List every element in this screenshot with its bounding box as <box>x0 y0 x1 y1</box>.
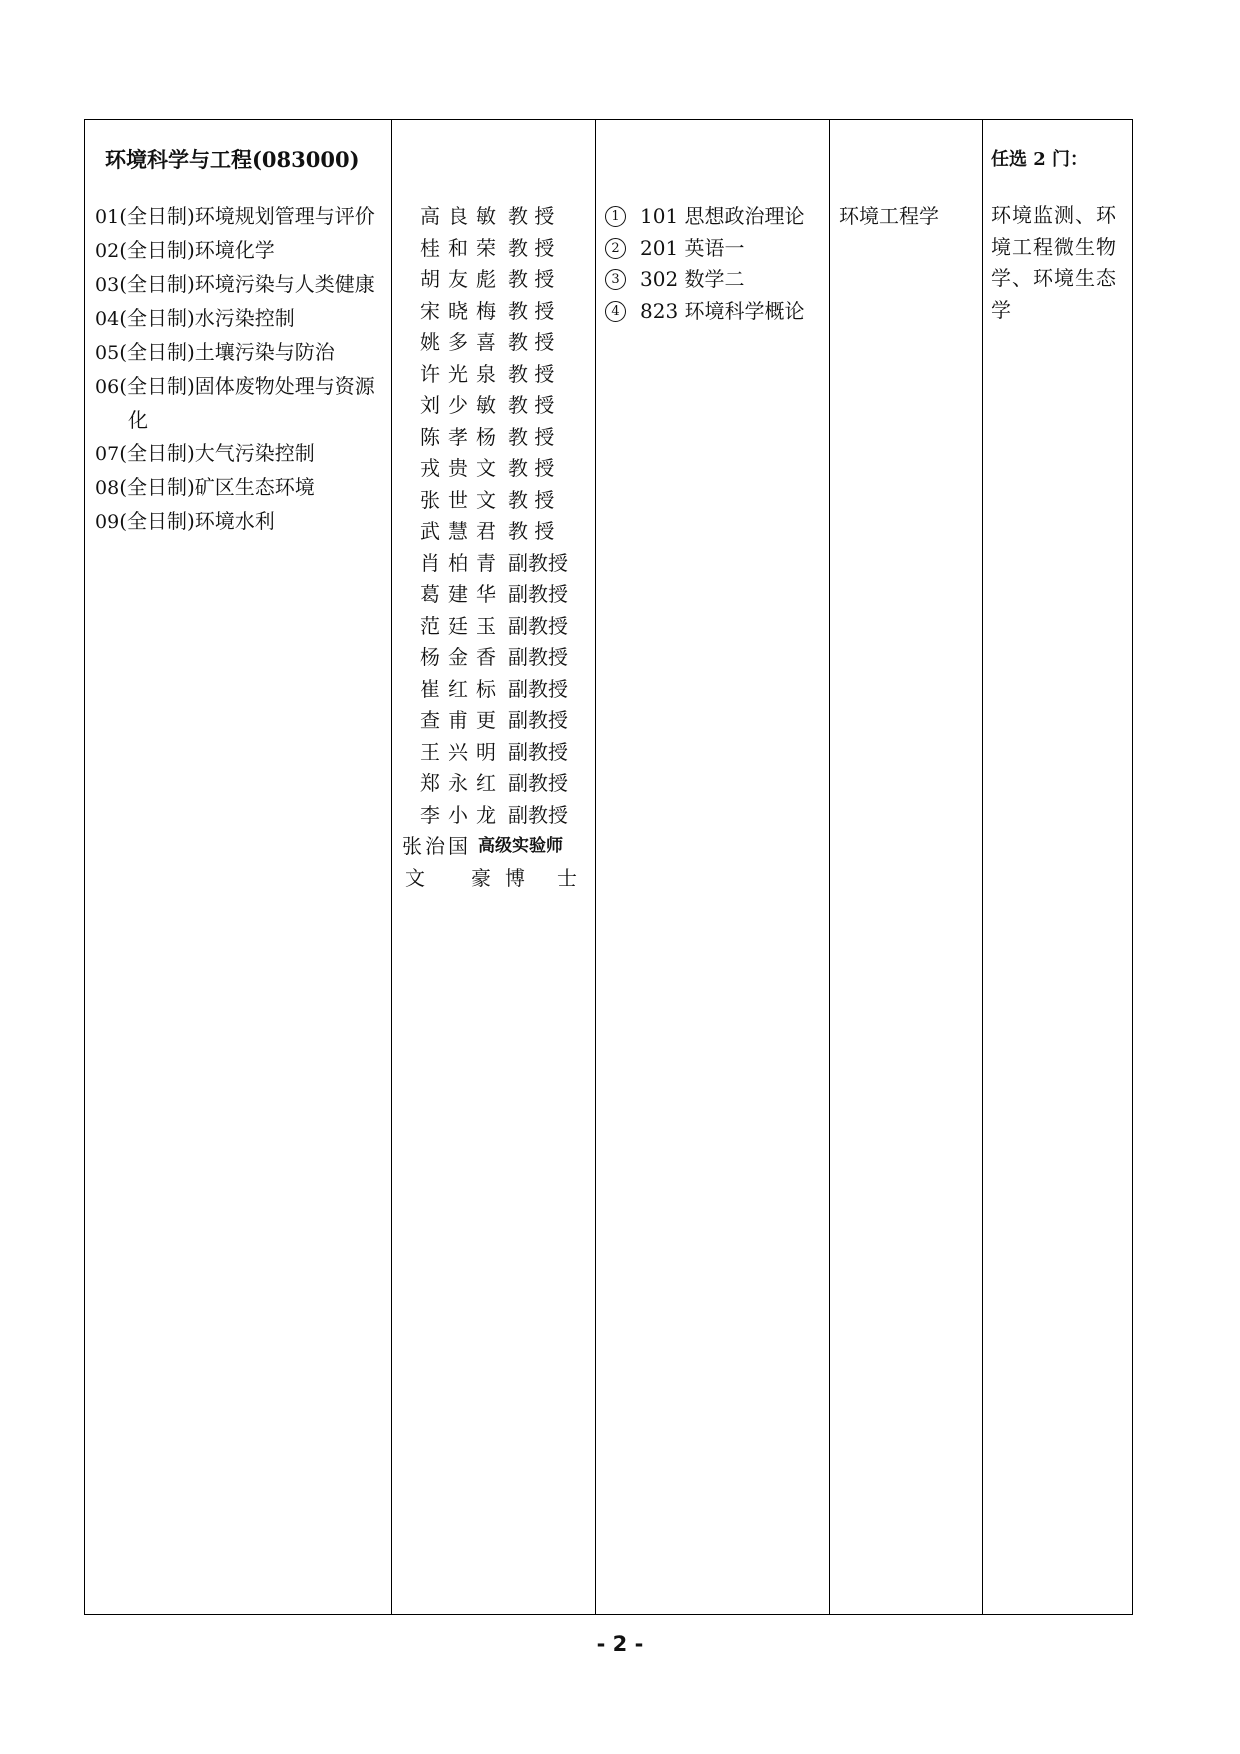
supervisor-title: 教 授 <box>508 456 555 480</box>
exam-subject-text: 823 环境科学概论 <box>640 298 805 323</box>
supervisor-title: 副教授 <box>508 613 568 638</box>
direction-text: (全日制)水污染控制 <box>119 306 295 330</box>
supervisor-row <box>391 422 595 454</box>
supervisor-name: 刘少敏 <box>420 393 496 417</box>
direction-item <box>95 234 381 268</box>
exam-subject <box>605 233 829 265</box>
supervisor-row <box>391 611 595 643</box>
direction-text: (全日制)大气污染控制 <box>119 441 315 465</box>
supervisor-name: 胡友彪 <box>420 267 496 291</box>
exam-subject-text: 201 英语一 <box>640 235 745 260</box>
supervisor-title: 副教授 <box>508 676 568 701</box>
direction-item <box>95 437 381 471</box>
retest-subject: 环境工程学 <box>839 204 939 228</box>
direction-code: 05 <box>95 342 120 364</box>
exam-column <box>595 120 829 1614</box>
supervisor-title: 博士 <box>505 865 577 890</box>
exam-subject <box>605 201 829 233</box>
supervisor-row <box>391 201 595 233</box>
program-table <box>84 119 1133 1615</box>
circled-number: 3 <box>605 269 626 290</box>
supervisor-name: 王兴明 <box>420 739 496 764</box>
supervisor-title: 教 授 <box>508 204 555 228</box>
direction-item <box>95 302 381 336</box>
supervisor-name: 范廷玉 <box>420 613 496 638</box>
direction-item <box>95 200 381 234</box>
supervisor-name: 戎贵文 <box>420 456 496 480</box>
supervisor-name: 陈孝杨 <box>420 424 496 449</box>
exam-subject-text: 302 数学二 <box>640 267 745 291</box>
supervisor-title: 副教授 <box>508 708 568 732</box>
direction-code: 07 <box>95 443 120 465</box>
supervisor-name: 桂和荣 <box>420 235 496 260</box>
exam-subject <box>605 296 829 328</box>
supervisor-name: 文豪 <box>405 865 491 890</box>
supervisor-name: 李小龙 <box>420 802 496 827</box>
supervisor-name: 葛建华 <box>420 582 496 606</box>
exam-subject-list <box>605 201 829 327</box>
supervisor-title: 教 授 <box>508 267 555 291</box>
supervisor-title: 副教授 <box>508 645 568 669</box>
supervisor-title: 教 授 <box>508 487 555 512</box>
direction-text: (全日制)环境化学 <box>119 238 275 262</box>
supervisor-title: 副教授 <box>508 582 568 606</box>
supervisor-row <box>391 800 595 832</box>
supervisor-list <box>391 201 595 894</box>
retest-column <box>829 120 982 1614</box>
optional-column <box>982 120 1134 1614</box>
supervisor-row <box>391 674 595 706</box>
supervisor-title: 教 授 <box>508 330 555 354</box>
supervisor-row <box>391 642 595 674</box>
direction-code: 03 <box>95 274 120 296</box>
supervisor-title: 副教授 <box>508 802 568 827</box>
direction-code: 06 <box>95 376 120 398</box>
supervisor-name: 高良敏 <box>420 204 496 228</box>
supervisor-name: 许光泉 <box>420 361 496 386</box>
supervisor-row <box>391 737 595 769</box>
supervisor-row <box>391 579 595 611</box>
direction-item <box>95 370 381 437</box>
supervisor-row <box>391 453 595 485</box>
supervisor-row <box>391 548 595 580</box>
exam-subject <box>605 264 829 296</box>
supervisor-title: 教 授 <box>508 298 555 323</box>
direction-item <box>95 471 381 505</box>
direction-item <box>95 505 381 539</box>
supervisor-title: 副教授 <box>508 771 568 795</box>
supervisor-name: 肖柏青 <box>420 550 496 575</box>
direction-text: (全日制)土壤污染与防治 <box>119 340 335 364</box>
direction-text: (全日制)环境污染与人类健康 <box>119 272 375 296</box>
major-title: 环境科学与工程(083000) <box>105 147 360 172</box>
direction-code: 08 <box>95 477 120 499</box>
exam-subject-text: 101 思想政治理论 <box>640 204 805 228</box>
supervisor-name: 郑永红 <box>420 771 496 795</box>
supervisor-title: 副教授 <box>508 550 568 575</box>
major-column <box>85 120 391 1614</box>
direction-code: 04 <box>95 308 120 330</box>
supervisor-name: 武慧君 <box>420 519 496 543</box>
supervisor-name: 宋晓梅 <box>420 298 496 323</box>
supervisor-name: 张世文 <box>420 487 496 512</box>
optional-heading: 任选 2 门： <box>991 149 1089 170</box>
supervisor-name: 查甫更 <box>420 708 496 732</box>
supervisor-column <box>391 120 595 1614</box>
direction-text: (全日制)环境规划管理与评价 <box>119 204 375 228</box>
supervisor-row <box>391 485 595 517</box>
supervisor-row <box>391 768 595 800</box>
supervisor-name: 杨金香 <box>420 645 496 669</box>
supervisor-row <box>391 264 595 296</box>
supervisor-title: 教 授 <box>508 519 555 543</box>
direction-list <box>95 200 381 539</box>
supervisor-row <box>391 296 595 328</box>
supervisor-title: 教 授 <box>508 361 555 386</box>
supervisor-row <box>391 831 595 863</box>
supervisor-title: 副教授 <box>508 739 568 764</box>
direction-item <box>95 336 381 370</box>
supervisor-row <box>391 233 595 265</box>
page-number: - 2 - <box>596 1632 644 1656</box>
supervisor-row <box>391 390 595 422</box>
circled-number: 1 <box>605 206 626 227</box>
supervisor-name: 崔红标 <box>420 676 496 701</box>
direction-code: 02 <box>95 240 120 262</box>
direction-text: (全日制)环境水利 <box>119 509 275 533</box>
supervisor-row <box>391 863 595 895</box>
supervisor-row <box>391 327 595 359</box>
supervisor-name: 张治国 <box>402 834 468 858</box>
direction-item <box>95 268 381 302</box>
supervisor-title: 教 授 <box>508 235 555 260</box>
supervisor-title: 高级实验师 <box>478 836 563 856</box>
circled-number: 4 <box>605 301 626 322</box>
supervisor-row <box>391 359 595 391</box>
direction-text: (全日制)固体废物处理与资源化 <box>119 374 375 432</box>
direction-code: 09 <box>95 511 120 533</box>
direction-text: (全日制)矿区生态环境 <box>119 475 315 499</box>
supervisor-row <box>391 705 595 737</box>
supervisor-name: 姚多喜 <box>420 330 496 354</box>
supervisor-title: 教 授 <box>508 424 555 449</box>
supervisor-row <box>391 516 595 548</box>
supervisor-title: 教 授 <box>508 393 555 417</box>
direction-code: 01 <box>95 206 120 228</box>
circled-number: 2 <box>605 238 626 259</box>
optional-subjects: 环境监测、环境工程微生物学、环境生态学 <box>991 203 1117 322</box>
